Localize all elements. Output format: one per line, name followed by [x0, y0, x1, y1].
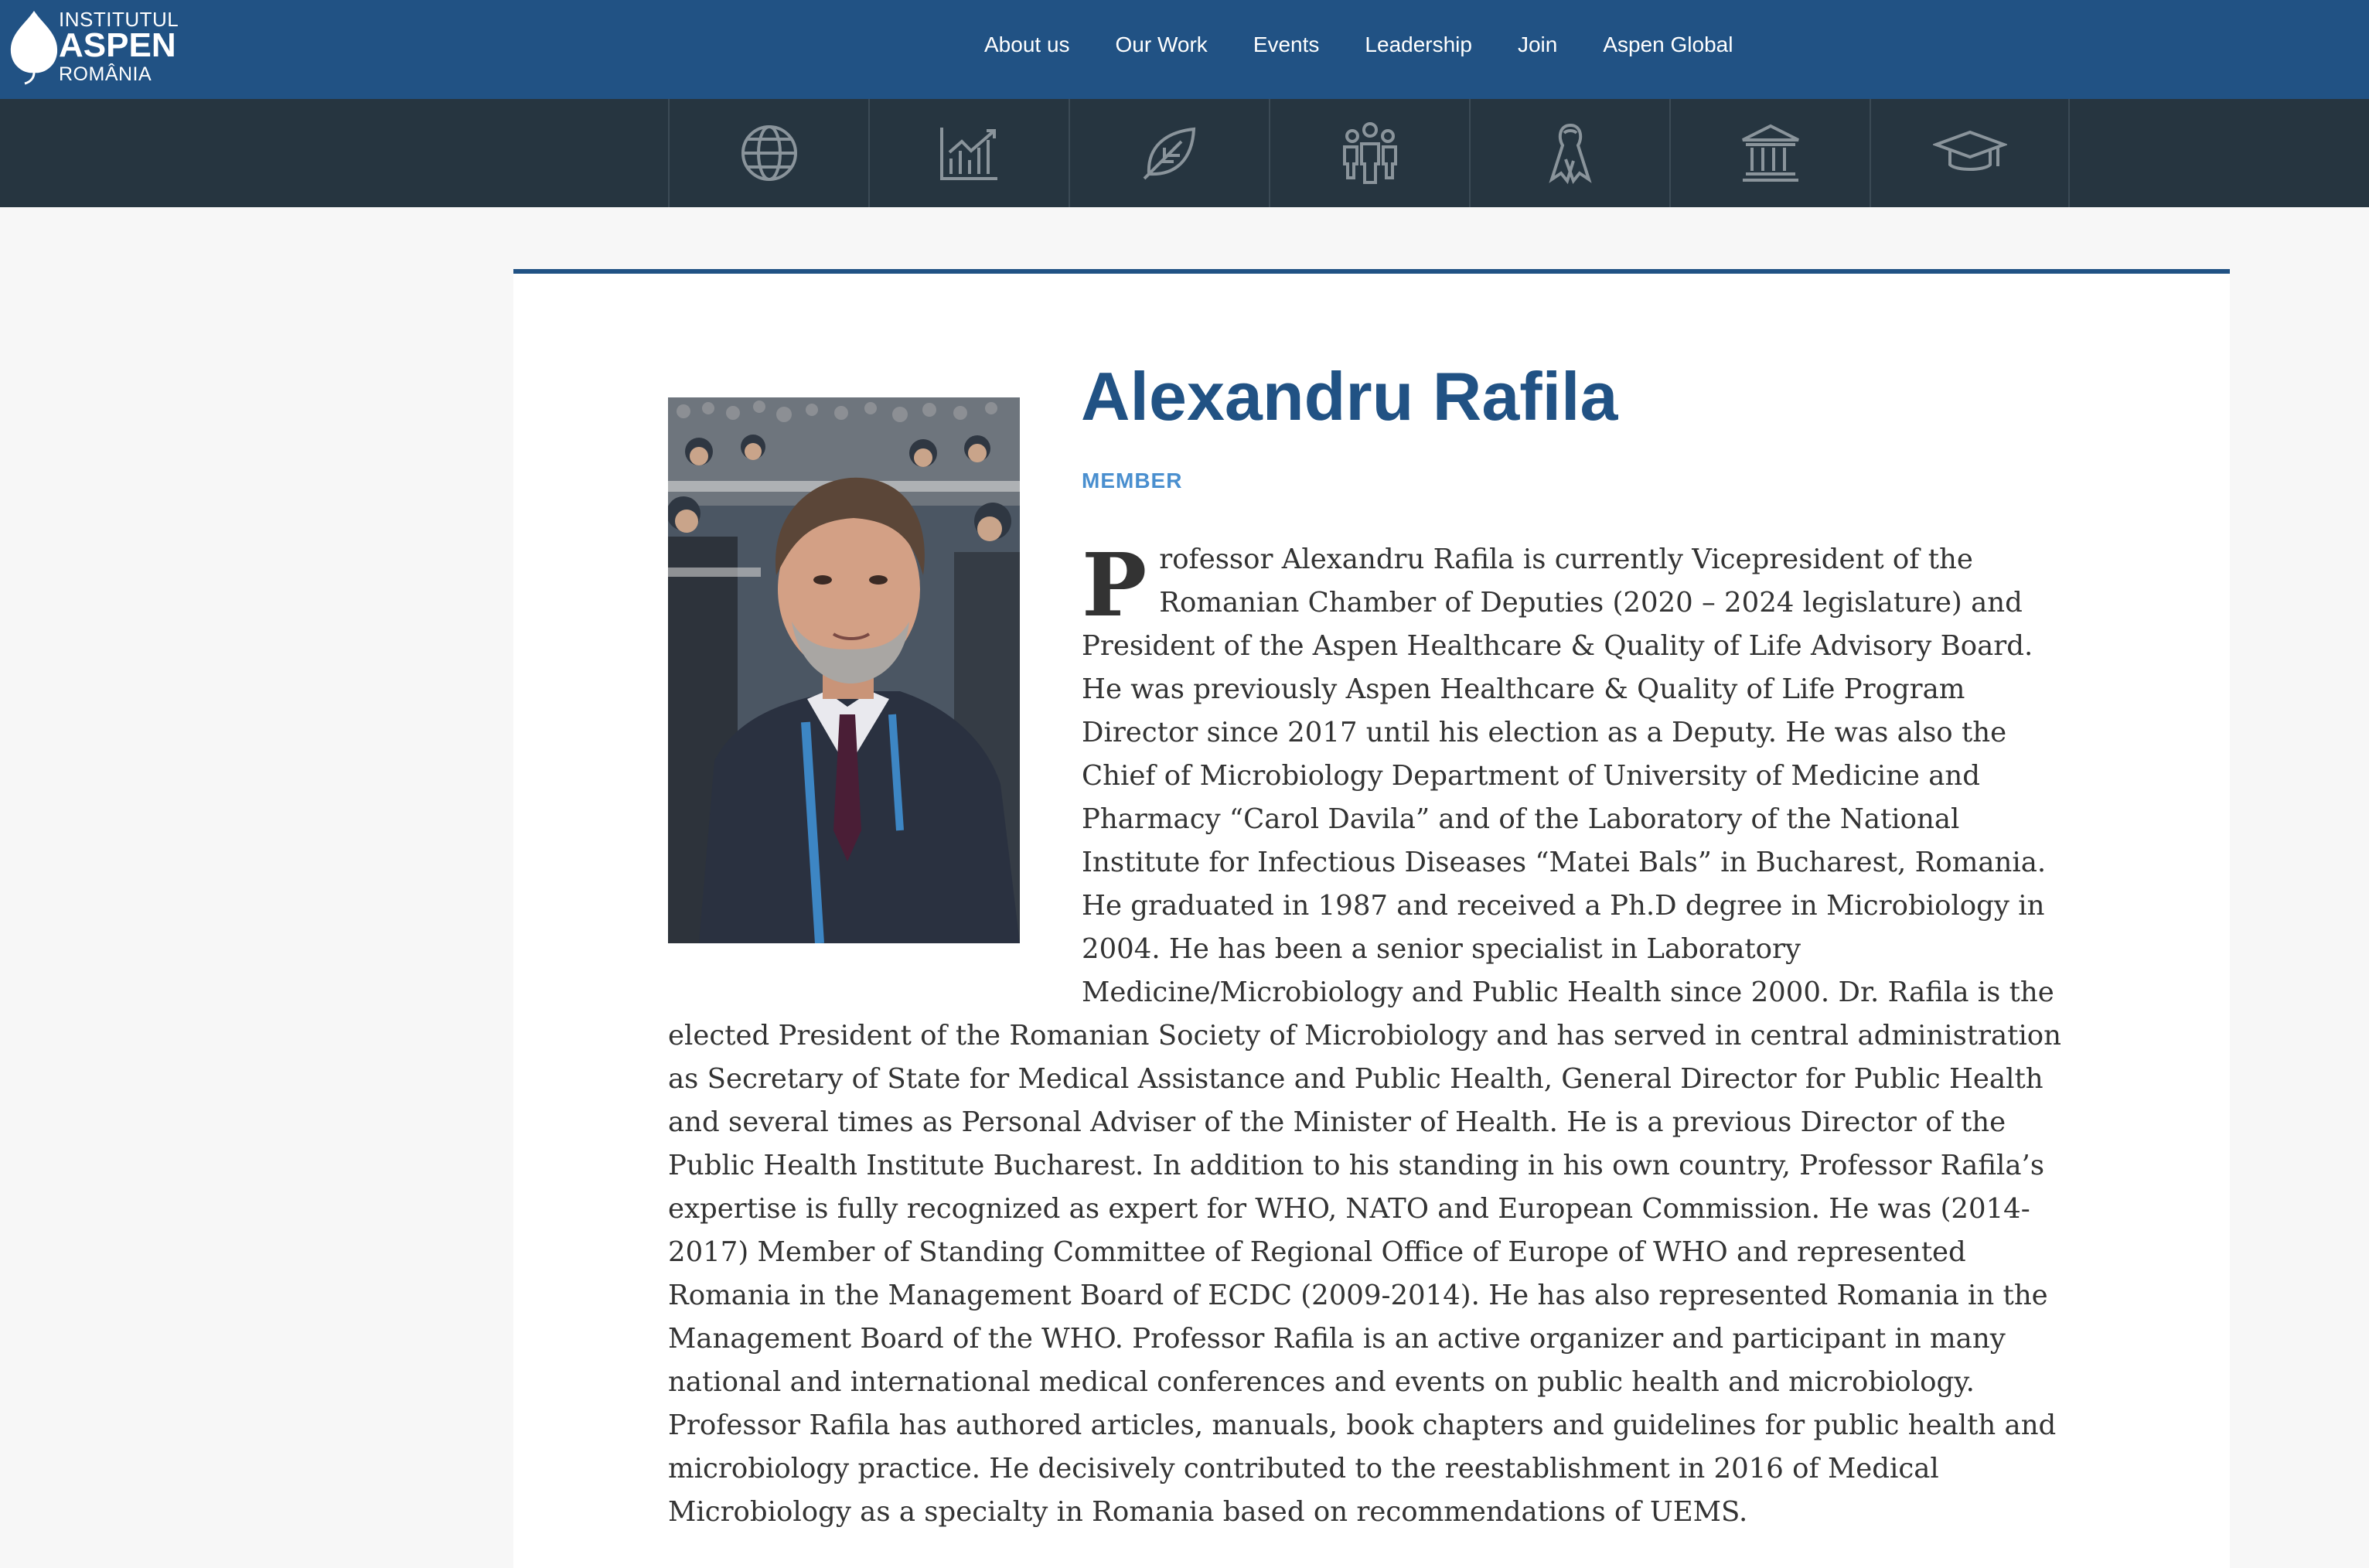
- logo-text-institutul: INSTITUTUL: [59, 8, 179, 31]
- bio-dropcap: P: [1082, 535, 1147, 636]
- logo-text-romania: ROMÂNIA: [59, 63, 152, 85]
- chart-icon: [939, 124, 1000, 182]
- aspen-leaf-icon: [8, 8, 62, 85]
- nav-events[interactable]: Events: [1253, 32, 1320, 56]
- graduation-cap-icon: [1933, 128, 2007, 179]
- main-nav: [984, 29, 1733, 60]
- nav-our-work[interactable]: Our Work: [1115, 32, 1208, 56]
- profile-bio: [668, 535, 2069, 1534]
- category-environment[interactable]: [1069, 99, 1269, 207]
- nav-about-us[interactable]: About us: [984, 32, 1070, 56]
- category-economy[interactable]: [868, 99, 1069, 207]
- category-health[interactable]: [1469, 99, 1669, 207]
- photo-wrap-space: [668, 538, 1082, 1002]
- logo-text-aspen: ASPEN: [59, 26, 176, 64]
- globe-icon: [738, 122, 800, 184]
- category-governance[interactable]: [1669, 99, 1870, 207]
- institution-icon: [1740, 123, 1801, 183]
- bio-text: rofessor Alexandru Rafila is currently Vicepresident of the Romanian Chamber of Deputies (2020 – 2024 legislature) and President of the Aspen Healthcare & Quality of Life Advisory Board. He was previously Aspen Healthcare & Quality of Life Program Director since 2017 until his election as a Deputy. He was also the Chief of Microbiology Department of University of Medicine and Pharmacy “Carol Davila” and of the Laboratory of the National Institute for Infectious Diseases “Matei Bals” in Bucharest, Romania. He graduated in 1987 and received a Ph.D degree in Microbiology in 2004. He has been a senior specialist in Laboratory Medicine/Microbiology and Public Health since 2000. Dr. Rafila is the elected President of the Romanian Society of Microbiology and has served in central administration as Secretary of State for Medical Assistance and Public Health, General Director for Public Health and several times as Personal Adviser of the Minister of Health. He is a previous Director of the Public Health Institute Bucharest. In addition to his standing in his own country, Professor Rafila’s expertise is fully recognized as expert for WHO, NATO and European Commission. He was (2014-2017) Member of Standing Committee of Regional Office of Europe of WHO and represented Romania in the Management Board of ECDC (2009-2014). He has also represented Romania in the Management Board of the WHO. Professor Rafila is an active organizer and participant in many national and international medical conferences and events on public health and microbiology. Professor Rafila has authored articles, manuals, book chapters and guidelines for public health and microbiology practice. He decisively contributed to the reestablishment in 2016 of Medical Microbiology as a specialty in Romania based on recommendations of UEMS.: [668, 544, 2062, 1528]
- top-navigation-bar: [0, 0, 2369, 99]
- program-icon-bar: [0, 99, 2369, 207]
- profile-name: Alexandru Rafila: [1081, 358, 1618, 435]
- category-society[interactable]: [1269, 99, 1469, 207]
- aspen-logo[interactable]: [8, 6, 178, 87]
- category-education[interactable]: [1870, 99, 2070, 207]
- people-icon: [1341, 121, 1399, 186]
- nav-aspen-global[interactable]: Aspen Global: [1603, 32, 1733, 56]
- profile-role: MEMBER: [1082, 469, 1183, 493]
- ribbon-icon: [1547, 122, 1594, 184]
- leaf-icon: [1141, 124, 1198, 182]
- nav-join[interactable]: Join: [1517, 32, 1558, 56]
- nav-leadership[interactable]: Leadership: [1365, 32, 1472, 56]
- category-global[interactable]: [668, 99, 868, 207]
